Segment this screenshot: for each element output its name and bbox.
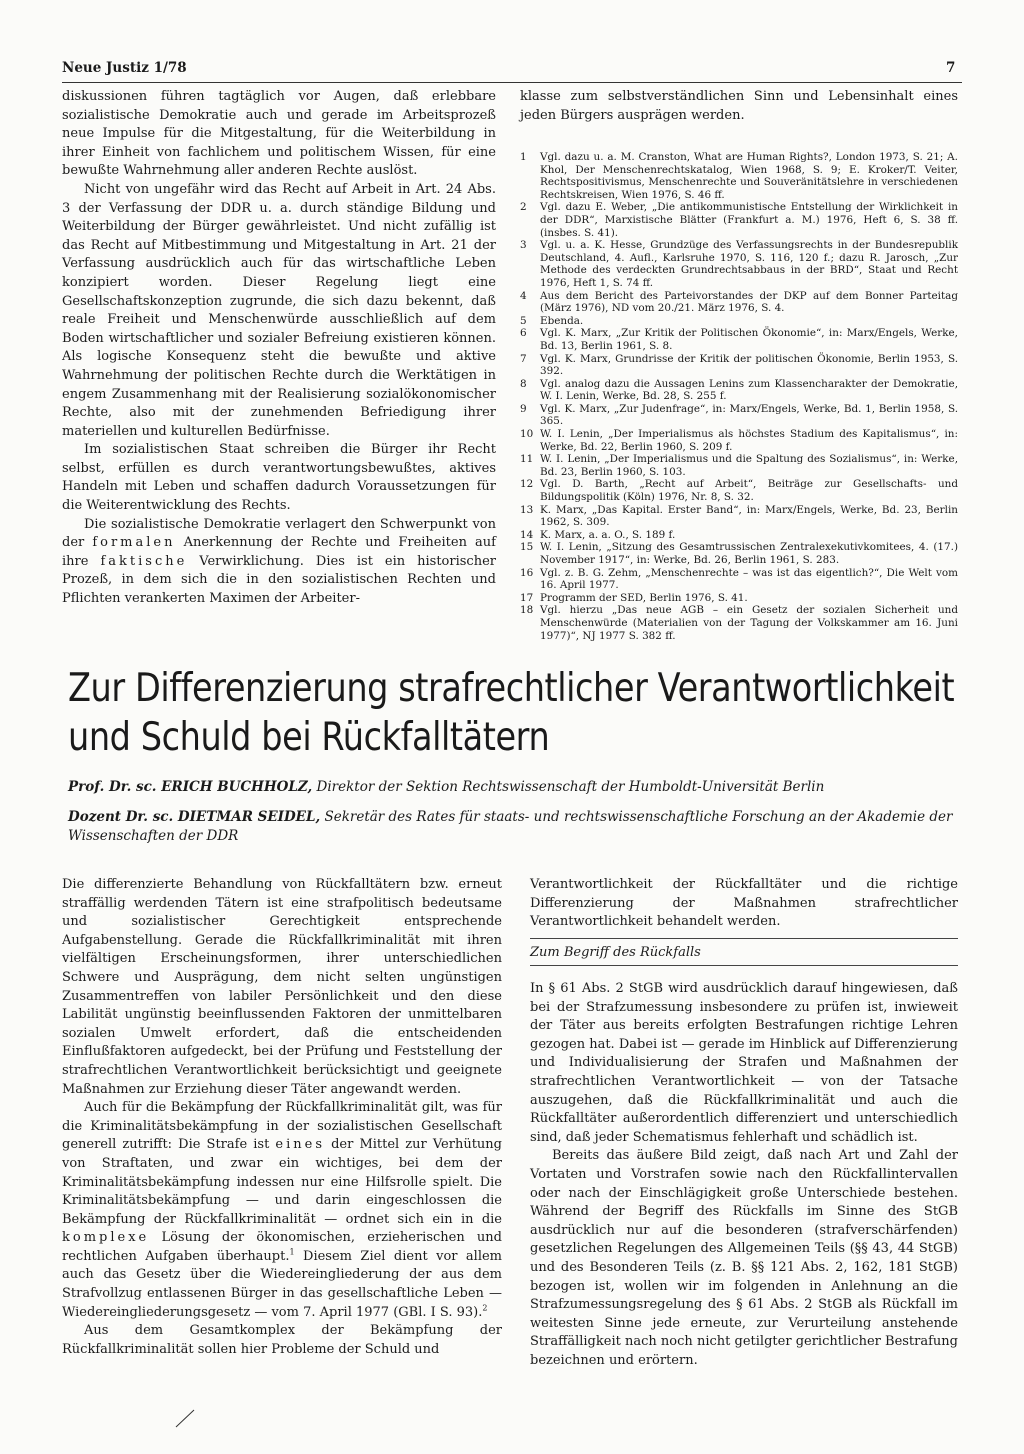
paragraph: diskussionen führen tagtäglich vor Augen, daß erlebbare sozialistische Demokratie auch und gerade im Arbeitsprozeß neue Impulse für die Mitgestaltung, für die Weiterbildung in ihrer Einheit von fachlichem und politischem Wissen, für eine bewußte Wahrnehmung aller anderen Rechte auslöst. — [62, 89, 496, 179]
footnote — [520, 541, 958, 566]
spaced-text: formalen — [92, 535, 176, 551]
right-column-top — [520, 88, 958, 125]
article-left-column — [62, 876, 502, 1359]
footnote-text: K. Marx, „Das Kapital. Erster Band“, in: Marx/Engels, Werke, Bd. 23, Berlin 1962, S. 309. — [540, 503, 958, 529]
paragraph: klasse zum selbstverständlichen Sinn und Lebensinhalt eines jeden Bürgers ausprägen werden. — [520, 89, 958, 123]
footnote — [520, 478, 958, 503]
footnote-number: 14 — [520, 528, 534, 541]
footnote-text: K. Marx, a. a. O., S. 189 f. — [540, 528, 676, 541]
footnote-text: Vgl. hierzu „Das neue AGB – ein Gesetz der sozialen Sicherheit und Menschenwürde (Materialien von der Tagung der Volkskammer am 16. Juni 1977)“, NJ 1977 S. 382 ff. — [540, 604, 958, 642]
left-column-top — [62, 88, 496, 609]
paragraph: Die sozialistische Demokratie verlagert den Schwerpunkt von der formalen Anerkennung der Rechte und Freiheiten auf ihre faktische Verwirklichung. Dies ist ein historischer Prozeß, in dem sich die in den sozialistischen Rechten und Pflichten verankerten Maximen der Arbeiter- — [62, 516, 496, 607]
author-name: Dozent Dr. sc. DIETMAR SEIDEL, — [68, 808, 321, 825]
footnote-text: Vgl. K. Marx, „Zur Judenfrage“, in: Marx/Engels, Werke, Bd. 1, Berlin 1958, S. 365. — [540, 402, 958, 428]
footnote-text: W. I. Lenin, „Der Imperialismus als höchstes Stadium des Kapitalismus“, in: Werke, Bd. 22, Berlin 1960, S. 209 f. — [540, 428, 958, 453]
section-heading: Zum Begriff des Rückfalls — [530, 945, 958, 966]
authors — [68, 778, 968, 847]
footnote — [520, 290, 958, 315]
footnote-number: 8 — [520, 377, 527, 390]
footnote-text: W. I. Lenin, „Sitzung des Gesamtrussischen Zentralexekutivkomitees, 4. (17.) November 1917“, in: Werke, Bd. 26, Berlin 1961, S. 283. — [540, 541, 958, 566]
footnote — [520, 353, 958, 378]
footnote-number: 7 — [520, 352, 527, 365]
footnote-text: Vgl. D. Barth, „Recht auf Arbeit“, Beiträge zur Gesellschafts- und Bildungspolitik (Köln) 1976, Nr. 8, S. 32. — [540, 478, 958, 504]
author-role: Sekretär des Rates für staats- und rechtswissenschaftliche Forschung an der Akademie der Wissenschaften der DDR — [68, 808, 953, 844]
paragraph: Auch für die Bekämpfung der Rückfallkriminalität gilt, was für die Kriminalitätsbekämpfung in der sozialistischen Gesellschaft generell zutrifft: Die Strafe ist eines der Mittel zur Verhütung von Straftaten, und zwar ein wichtiges, bei dem der Kriminalitätsbekämpfung indessen nur eine Hilfsrolle spielt. Die Kriminalitätsbekämpfung — und darin eingeschlossen die Bekämpfung der Rückfallkriminalität — ordnet sich ein in die komplexe Lösung der ökonomischen, erzieherischen und rechtlichen Aufgaben überhaupt.$^1$ Diesem Ziel dient vor allem auch das Gesetz über die Wiedereingliederung der aus dem Strafvollzug entlassenen Bürger in das gesellschaftliche Leben — Wiedereingliederungsgesetz — vom 7. April 1977 (GBl. I S. 93).$^2$ — [62, 1100, 502, 1320]
footnote-text: Vgl. dazu u. a. M. Cranston, What are Human Rights?, London 1973, S. 21; A. Khol, Der Menschenrechtskatalog, Wien 1968, S. 9; E. Kroker/T. Veiter, Rechtspositivismus, Menschenrechte und Souveränitätslehre in verschiedenen Rechtskreisen, Wien 1976, S. 46 ff. — [540, 151, 958, 201]
footnote-number: 16 — [520, 566, 534, 579]
footnote-text: Ebenda. — [540, 314, 584, 327]
footnote-text: Vgl. u. a. K. Hesse, Grundzüge des Verfassungsrechts in der Bundesrepublik Deutschland, 4. Aufl., Karlsruhe 1970, S. 116, 120 f.; dazu R. Jarosch, „Zur Methode des verdeckten Grundrechtsabbaus in der BRD“, Staat und Recht 1976, Heft 1, S. 74 ff. — [540, 239, 958, 289]
footnote — [520, 604, 958, 642]
spaced-text: komplexe — [62, 1230, 150, 1246]
footnote — [520, 327, 958, 352]
section-rule — [530, 938, 958, 939]
footnote — [520, 201, 958, 239]
footnote-number: 12 — [520, 478, 534, 491]
footnote — [520, 428, 958, 453]
header-rule — [62, 82, 962, 83]
footnote — [520, 592, 958, 605]
paragraph: Nicht von ungefähr wird das Recht auf Arbeit in Art. 24 Abs. 3 der Verfassung der DDR u. a. durch ständige Bildung und Weiterbildung der Bürger gewährleistet. Und nicht zufällig ist das Recht auf Mitbestimmung und Mitgestaltung in Art. 21 der Verfassung ausdrücklich auch für das wirtschaftliche Leben konzipiert worden. Dieser Regelung liegt eine Gesellschaftskonzeption zugrunde, die sich dazu bekennt, daß reale Freiheit und Menschenwürde ausschließlich auf dem Boden wirtschaftlicher und sozialer Befreiung existieren können. Als logische Konsequenz steht die bewußte und aktive Wahrnehmung der politischen Rechte durch die Werktätigen in engem Zusammenhang mit der Realisierung sozialökonomischer Rechte, also mit der zunehmenden Befriedigung ihrer materiellen und kulturellen Bedürfnisse. — [62, 181, 496, 439]
spaced-text: eines — [275, 1137, 325, 1153]
footnote-text: Vgl. K. Marx, Grundrisse der Kritik der politischen Ökonomie, Berlin 1953, S. 392. — [540, 352, 958, 378]
footnote-number: 2 — [520, 201, 527, 214]
footnote — [520, 315, 958, 328]
footnote — [520, 151, 958, 201]
author-2 — [68, 808, 968, 847]
footnote-text: Aus dem Bericht des Parteivorstandes der DKP auf dem Bonner Parteitag (März 1976), ND vom 20./21. März 1976, S. 4. — [540, 289, 958, 315]
footnote-number: 10 — [520, 428, 534, 441]
footnote-number: 3 — [520, 239, 527, 252]
footnote-text: Vgl. dazu E. Weber, „Die antikommunistische Entstellung der Wirklichkeit in der DDR“, Marxistische Blätter (Frankfurt a. M.) 1976, Heft 6, S. 38 ff. (insbes. S. 41). — [540, 201, 958, 239]
paragraph: Die differenzierte Behandlung von Rückfalltätern bzw. erneut straffällig werdenden Tätern ist eine strafpolitisch bedeutsame und sozialistischer Gerechtigkeit entsprechende Aufgabenstellung. Gerade die Rückfallkriminalität mit ihren vielfältigen Erscheinungsformen, ihrer unterschiedlichen Schwere und Ausprägung, dem nicht selten ungünstigen Zusammentreffen von labiler Persönlichkeit und den diese Labilität ungünstig beeinflussenden Faktoren der unmittelbaren sozialen Umwelt erfordert, daß die entscheidenden Einflußfaktoren aufgedeckt, bei der Prüfung und Feststellung der strafrechtlichen Verantwortlichkeit berücksichtigt und geeignete Maßnahmen zur Erziehung dieser Täter angewandt werden. — [62, 877, 502, 1097]
page-number: 7 — [946, 60, 956, 76]
footnote — [520, 403, 958, 428]
footnotes — [520, 151, 958, 642]
article-right-column — [530, 876, 958, 932]
spaced-text: faktische — [100, 553, 188, 569]
footnote-number: 5 — [520, 314, 527, 327]
footnote — [520, 567, 958, 592]
footnote — [520, 529, 958, 542]
article-title — [68, 664, 955, 762]
footnote-text: Vgl. analog dazu die Aussagen Lenins zum Klassencharakter der Demokratie, W. I. Lenin, Werke, Bd. 28, S. 255 f. — [540, 377, 958, 403]
footnote-text: Vgl. K. Marx, „Zur Kritik der Politischen Ökonomie“, in: Marx/Engels, Werke, Bd. 13, Berlin 1961, S. 8. — [540, 327, 958, 352]
title-line: und Schuld bei Rückfalltätern — [68, 715, 550, 760]
author-name: Prof. Dr. sc. ERICH BUCHHOLZ, — [68, 779, 313, 795]
footnote-ref: 2 — [482, 1303, 488, 1313]
footnote-number: 6 — [520, 327, 527, 340]
author-1 — [68, 778, 968, 798]
footnote-number: 4 — [520, 289, 527, 302]
footnote-number: 18 — [520, 604, 534, 617]
footnote — [520, 239, 958, 289]
pen-mark — [174, 1408, 196, 1428]
footnote-number: 9 — [520, 402, 527, 415]
footnote — [520, 453, 958, 478]
footnote — [520, 378, 958, 403]
footnote-number: 13 — [520, 503, 534, 516]
footnote-number: 17 — [520, 591, 534, 604]
footnote-number: 1 — [520, 151, 527, 163]
footnote — [520, 504, 958, 529]
paragraph: Im sozialistischen Staat schreiben die Bürger ihr Recht selbst, erfüllen es durch verantwortungsbewußtes, aktives Handeln mit Leben und schaffen dadurch Voraussetzungen für die Weiterentwicklung des Rechts. — [62, 442, 496, 514]
footnote-text: W. I. Lenin, „Der Imperialismus und die Spaltung des Sozialismus“, in: Werke, Bd. 23, Berlin 1960, S. 103. — [540, 453, 958, 478]
title-line: Zur Differenzierung strafrechtlicher Verantwortlichkeit — [68, 666, 955, 711]
paragraph: Bereits das äußere Bild zeigt, daß nach Art und Zahl der Vortaten und Vorstrafen sowie nach den Rückfallintervallen oder nach der Einschlägigkeit große Unterschiede bestehen. Während der Begriff des Rückfalls im Sinne des StGB ausdrücklich nur auf die besonderen (strafverschärfenden) gesetzlichen Regelungen des Allgemeinen Teils (§§ 43, 44 StGB) und des Besonderen Teils (z. B. §§ 121 Abs. 2, 162, 181 StGB) bezogen ist, wollen wir im folgenden in Anlehnung an die Strafzumessungsregelung des § 61 Abs. 2 StGB als Rückfall im weitesten Sinne jede erneute, zur Verurteilung anstehende Straffälligkeit nach noch nicht getilgter gerichtlicher Bestrafung bezeichnen und erörtern. — [530, 1148, 958, 1368]
footnote-ref: 1 — [289, 1247, 295, 1257]
paragraph: Verantwortlichkeit der Rückfalltäter und die richtige Differenzierung der Maßnahmen strafrechtlicher Verantwortlichkeit behandelt werden. — [530, 877, 958, 930]
author-role: Direktor der Sektion Rechtswissenschaft der Humboldt-Universität Berlin — [316, 779, 825, 795]
footnote-number: 15 — [520, 541, 534, 554]
footnote-text: Vgl. z. B. G. Zehm, „Menschenrechte – was ist das eigentlich?“, Die Welt vom 16. April 1977. — [540, 566, 958, 592]
footnote-number: 11 — [520, 453, 534, 466]
footnote-text: Programm der SED, Berlin 1976, S. 41. — [540, 591, 748, 604]
article-right-column-cont — [530, 980, 958, 1370]
journal-header: Neue Justiz 1/78 — [62, 60, 187, 76]
paragraph: Aus dem Gesamtkomplex der Bekämpfung der Rückfallkriminalität sollen hier Probleme der Schuld und — [62, 1323, 502, 1357]
paragraph: In § 61 Abs. 2 StGB wird ausdrücklich darauf hingewiesen, daß bei der Strafzumessung insbesondere zu prüfen ist, inwieweit der Täter aus bereits erfolgten Bestrafungen richtige Lehren gezogen hat. Dabei ist — gerade im Hinblick auf Differenzierung und Individualisierung der Strafen und Maßnahmen der strafrechtlichen Verantwortlichkeit — von der Tatsache auszugehen, daß die Rückfallkriminalität und auch die Rückfalltäter außerordentlich differenziert und unterschiedlich sind, daß jeder Schematismus fehlerhaft und schädlich ist. — [530, 981, 958, 1145]
